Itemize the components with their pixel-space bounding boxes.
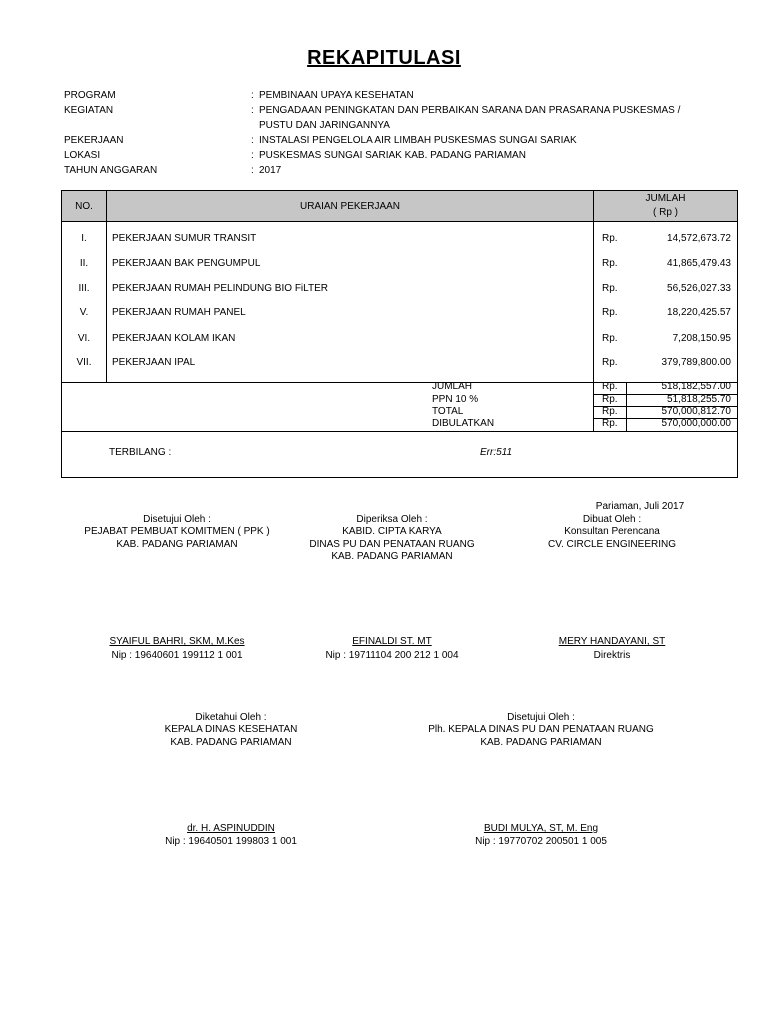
- info-value: INSTALASI PENGELOLA AIR LIMBAH PUSKESMAS SUNGAI SARIAK: [259, 135, 577, 146]
- sig-bl-role: Diketahui Oleh :: [195, 712, 267, 723]
- row-currency: Rp.: [602, 233, 618, 244]
- sig-mid-line3: KAB. PADANG PARIAMAN: [331, 551, 453, 562]
- sig-br-nip: Nip : 19770702 200501 1 005: [475, 836, 607, 847]
- row-currency: Rp.: [602, 258, 618, 269]
- sig-left-nip: Nip : 19640601 199112 1 001: [111, 650, 243, 661]
- row-item: PEKERJAAN KOLAM IKAN: [112, 333, 236, 344]
- info-value: 2017: [259, 165, 282, 176]
- total-amount: 518,182,557.00: [661, 381, 731, 392]
- row-item: PEKERJAAN RUMAH PELINDUNG BIO FiLTER: [112, 283, 328, 294]
- sig-mid-line1: KABID. CIPTA KARYA: [342, 526, 442, 537]
- document-title: REKAPITULASI: [307, 47, 461, 69]
- sig-bl-line2: KAB. PADANG PARIAMAN: [170, 737, 292, 748]
- row-item: PEKERJAAN SUMUR TRANSIT: [112, 233, 257, 244]
- total-amount: 51,818,255.70: [667, 394, 731, 405]
- col-divider: [593, 191, 594, 431]
- info-value: PEMBINAAN UPAYA KESEHATAN: [259, 90, 414, 101]
- row-currency: Rp.: [602, 357, 618, 368]
- sig-right-title: Direktris: [593, 650, 631, 661]
- info-label: LOKASI: [64, 150, 101, 161]
- row-no: VII.: [76, 357, 92, 368]
- row-divider: [62, 431, 737, 432]
- sig-left-line1: PEJABAT PEMBUAT KOMITMEN ( PPK ): [84, 526, 270, 537]
- row-amount: 41,865,479.43: [667, 258, 731, 269]
- terbilang-value: Err:511: [480, 447, 513, 458]
- sig-right-role: Dibuat Oleh :: [582, 514, 642, 525]
- sig-br-name: BUDI MULYA, ST, M. Eng: [483, 823, 599, 834]
- total-currency: Rp.: [602, 394, 618, 405]
- row-no: V.: [79, 307, 89, 318]
- info-label: PEKERJAAN: [64, 135, 124, 146]
- total-label: DIBULATKAN: [432, 418, 495, 429]
- info-colon: :: [251, 105, 254, 116]
- row-item: PEKERJAAN IPAL: [112, 357, 196, 368]
- row-amount: 7,208,150.95: [672, 333, 731, 344]
- info-value: PUSKESMAS SUNGAI SARIAK KAB. PADANG PARIAMAN: [259, 150, 526, 161]
- sig-bl-line1: KEPALA DINAS KESEHATAN: [164, 724, 298, 735]
- sig-mid-line2: DINAS PU DAN PENATAAN RUANG: [309, 539, 475, 550]
- info-value: PENGADAAN PENINGKATAN DAN PERBAIKAN SARANA DAN PRASARANA PUSKESMAS /: [259, 105, 681, 116]
- info-label: TAHUN ANGGARAN: [64, 165, 158, 176]
- info-value: PUSTU DAN JARINGANNYA: [259, 120, 390, 131]
- sig-br-line1: Plh. KEPALA DINAS PU DAN PENATAAN RUANG: [428, 724, 654, 735]
- row-item: PEKERJAAN BAK PENGUMPUL: [112, 258, 261, 269]
- row-no: III.: [78, 283, 90, 294]
- sig-right-line1: Konsultan Perencana: [564, 526, 660, 537]
- sig-mid-nip: Nip : 19711104 200 212 1 004: [325, 650, 459, 661]
- info-colon: :: [251, 135, 254, 146]
- total-amount: 570,000,812.70: [661, 406, 731, 417]
- sig-left-line2: KAB. PADANG PARIAMAN: [116, 539, 238, 550]
- sig-mid-role: Diperiksa Oleh :: [356, 514, 428, 525]
- sig-bl-name: dr. H. ASPINUDDIN: [187, 823, 275, 834]
- recap-table: [61, 190, 738, 478]
- info-label: PROGRAM: [64, 90, 116, 101]
- total-currency: Rp.: [602, 381, 618, 392]
- sig-left-role: Disetujui Oleh :: [143, 514, 211, 525]
- total-label: TOTAL: [432, 406, 464, 417]
- info-colon: :: [251, 165, 254, 176]
- place-date: Pariaman, Juli 2017: [595, 501, 685, 512]
- col-divider: [106, 191, 107, 383]
- row-item: PEKERJAAN RUMAH PANEL: [112, 307, 246, 318]
- row-divider: [62, 382, 737, 383]
- info-label: KEGIATAN: [64, 105, 114, 116]
- row-amount: 56,526,027.33: [667, 283, 731, 294]
- row-currency: Rp.: [602, 283, 618, 294]
- info-colon: :: [251, 90, 254, 101]
- total-currency: Rp.: [602, 406, 618, 417]
- row-amount: 379,789,800.00: [661, 357, 731, 368]
- row-no: II.: [79, 258, 89, 269]
- header-jumlah: JUMLAH: [645, 193, 686, 204]
- row-no: VI.: [77, 333, 91, 344]
- total-amount: 570,000,000.00: [661, 418, 731, 429]
- row-currency: Rp.: [602, 333, 618, 344]
- total-currency: Rp.: [602, 418, 618, 429]
- sig-bl-nip: Nip : 19640501 199803 1 001: [165, 836, 297, 847]
- info-colon: :: [251, 150, 254, 161]
- sig-br-line2: KAB. PADANG PARIAMAN: [480, 737, 602, 748]
- header-unit: ( Rp ): [653, 207, 678, 218]
- sig-mid-name: EFINALDI ST. MT: [352, 636, 432, 647]
- sig-br-role: Disetujui Oleh :: [507, 712, 575, 723]
- sig-right-name: MERY HANDAYANI, ST: [558, 636, 666, 647]
- terbilang-label: TERBILANG :: [109, 447, 172, 458]
- row-no: I.: [81, 233, 87, 244]
- row-amount: 14,572,673.72: [667, 233, 731, 244]
- sig-left-name: SYAIFUL BAHRI, SKM, M.Kes: [109, 636, 245, 647]
- sig-right-line2: CV. CIRCLE ENGINEERING: [548, 539, 676, 550]
- header-uraian: URAIAN PEKERJAAN: [299, 201, 401, 212]
- row-amount: 18,220,425.57: [667, 307, 731, 318]
- total-label: JUMLAH: [432, 381, 473, 392]
- row-currency: Rp.: [602, 307, 618, 318]
- total-label: PPN 10 %: [432, 394, 479, 405]
- header-no: NO.: [75, 201, 93, 212]
